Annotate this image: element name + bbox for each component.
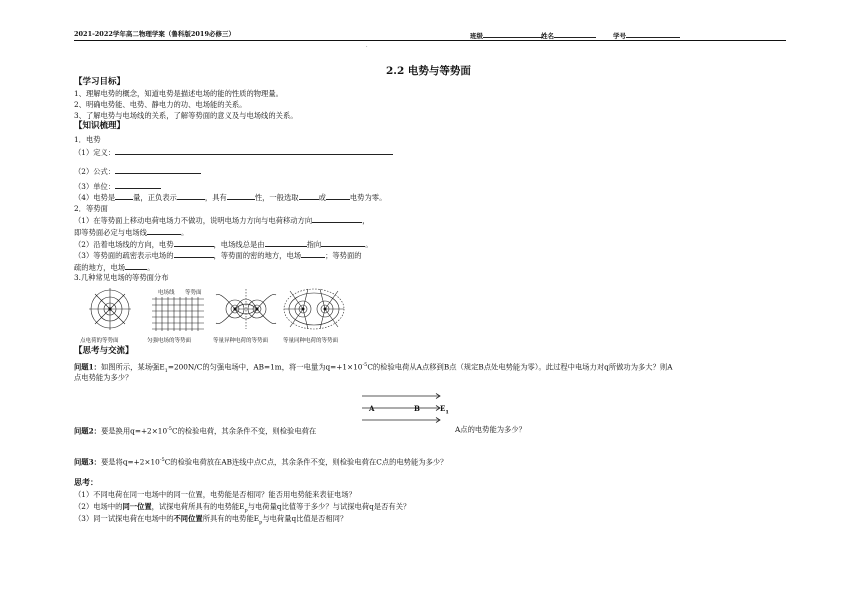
- goal-item: 3、了解电势与电场线的关系，了解等势面的意义及与电场线的关系。: [74, 111, 298, 120]
- review-equi-2: （2）沿着电场线的方向，电势 ，电场线总是由 指向 。: [74, 240, 373, 249]
- header-name: 姓名: [541, 30, 596, 41]
- review-potential-nature: （4）电势是 量，正负表示 ，具有 性，一般选取 或 电势为零。: [74, 193, 387, 202]
- review-equi-3: （3）等势面的疏密表示电场的 ，等势面的密的地方，电场 ；等势面的: [74, 251, 362, 260]
- point-charge-figure: [78, 287, 142, 331]
- like-charges-figure: [282, 287, 346, 331]
- thinking-item: （2）电场中的同一位置，试探电荷所具有的电势能$E_p$与电荷量q比值等于多少？与试探电荷q是否有关？: [74, 502, 411, 514]
- question-2: 问题2：要是换用$q=+2\times 10^{-5}C$的检验电荷，其余条件不变，则检验电荷在: [74, 426, 317, 436]
- question-1: 问题1：如图所示，某场强$E_1=200N/C$的匀强电场中，AB=1m，将一电量为$q=+1\times 10^{-5}C$的检验电荷从A点移到B点（规定B点处电势能为零）。此过程中电场力对q所做功为多大？则A: [74, 362, 673, 374]
- section-review: 【知识梳理】: [74, 121, 126, 131]
- review-equi-1b: 即等势面必定与电场线 。: [74, 228, 189, 237]
- caption-point-charge: 点电荷的等势面: [80, 338, 119, 344]
- review-equi-1: （1）在等势面上移动电荷电场力不做功，说明电场力方向与电荷移动方向 ，: [74, 216, 370, 225]
- legend-equipotential: 等势面: [185, 290, 202, 296]
- point-a-label: A: [369, 404, 375, 413]
- page-title: 2.2 电势与等势面: [386, 65, 471, 77]
- review-unit: （3）单位：: [74, 181, 161, 191]
- opposite-charges-figure: [214, 287, 278, 331]
- review-formula: （2）公式：: [74, 166, 201, 176]
- header-class: 班级: [470, 30, 543, 41]
- caption-opposite-charges: 等量异种电荷的等势面: [213, 338, 269, 344]
- review-heading-figures: 3.几种常见电场的等势面分布: [74, 273, 169, 282]
- thinking-item: （1）不同电荷在同一电场中的同一位置，电势能是否相同？能否用电势能来表征电场？: [74, 490, 356, 499]
- section-goals: 【学习目标】: [74, 77, 126, 87]
- legend-field-lines: 电场线: [158, 290, 175, 296]
- header-rule: [74, 40, 786, 41]
- section-think: 【思考与交流】: [74, 346, 134, 356]
- review-definition: （1）定义：: [74, 147, 393, 157]
- caption-like-charges: 等量同种电荷的等势面: [283, 338, 339, 344]
- header-course: 2021-2022学年高二物理学案（鲁科版2019必修三）: [74, 30, 235, 38]
- goal-item: 1、理解电势的概念，知道电势是描述电场的能的性质的物理量。: [74, 89, 283, 98]
- header-id: 学号: [613, 30, 680, 41]
- goal-item: 2、明确电势能、电势、静电力的功、电场能的关系。: [74, 100, 247, 109]
- review-heading-equipotential: 2．等势面: [74, 204, 108, 213]
- question-3: 问题3：要是将$q=+2\times 10^{-5}C$的检验电荷放在AB连线中点C点，其余条件不变，则检验电荷在C点的电势能为多少？: [74, 457, 448, 467]
- review-heading-potential: 1．电势: [74, 135, 101, 144]
- review-equi-3b: 疏的地方，电场 。: [74, 263, 155, 272]
- point-b-label: B: [414, 404, 420, 413]
- header-dot: ·: [366, 44, 368, 50]
- question-2-end: A点的电势能为多少？: [455, 425, 526, 434]
- field-e1-label: $E_1$: [440, 404, 449, 416]
- thinking-label: 思考：: [74, 477, 98, 487]
- caption-uniform-field: 匀强电场的等势面: [147, 338, 192, 344]
- question-1-cont: 点电势能为多少？: [74, 373, 133, 382]
- thinking-item: （3）同一试探电荷在电场中的不同位置所具有的电势能$E_p$与电荷量q比值是否相同？: [74, 514, 348, 526]
